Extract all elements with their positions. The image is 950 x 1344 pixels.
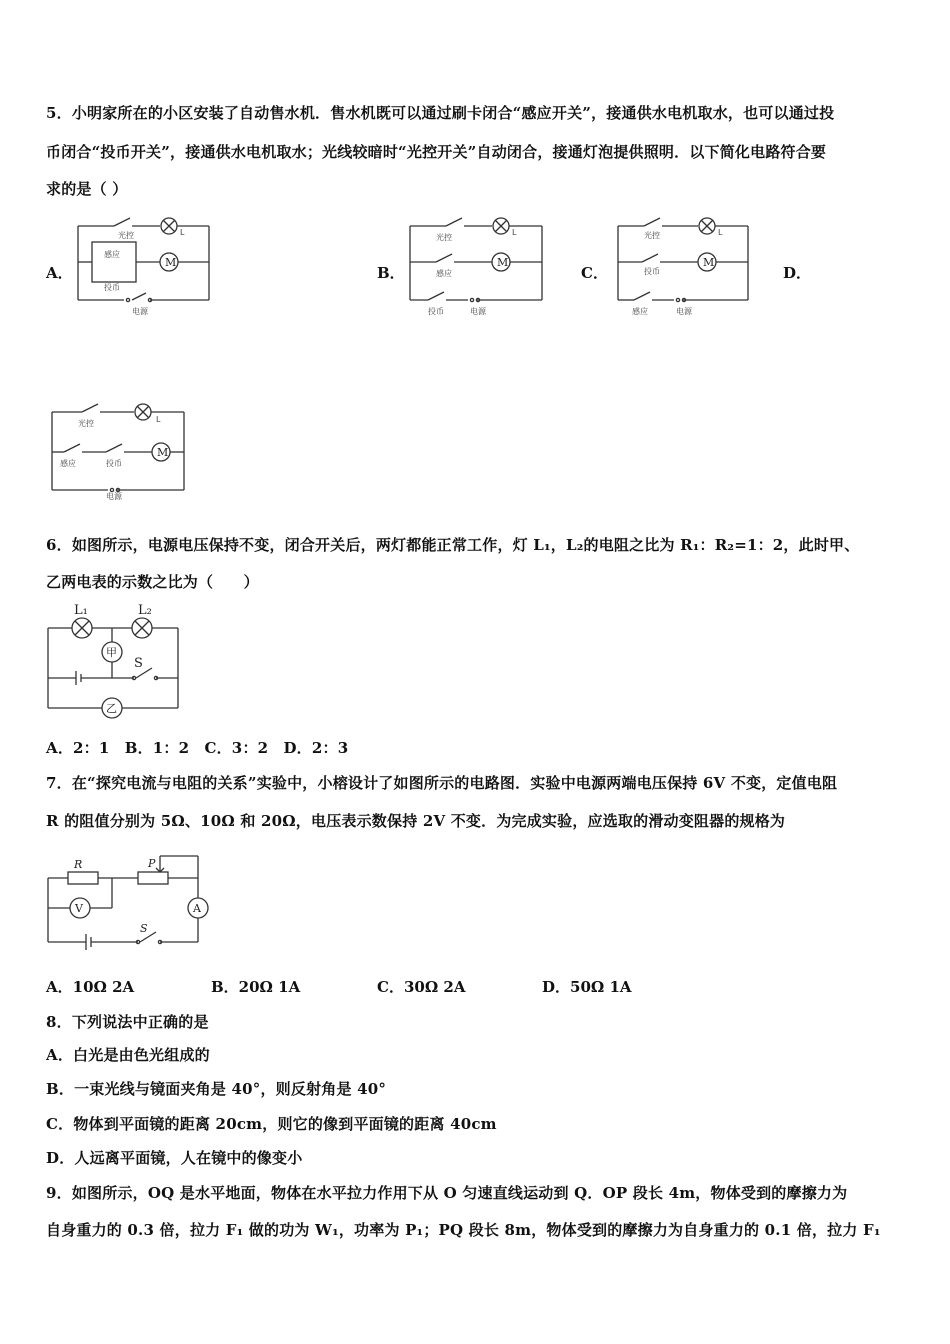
q6-label-l1: L₁: [74, 603, 88, 618]
q6-label-jia: 甲: [106, 646, 117, 659]
label-d-3: 电源: [106, 492, 122, 501]
label-d-5: M: [157, 446, 169, 459]
q5-option-b-label: B．: [377, 264, 405, 282]
label-a-4: L: [180, 228, 185, 237]
q9-text-line-1: 9．如图所示，OQ 是水平地面，物体在水平拉力作用下从 O 匀速直线运动到 Q．OP 段长 4m，物体受到的摩擦力为: [46, 1184, 848, 1202]
q5-text-line-1: 5．小明家所在的小区安装了自动售水机．售水机既可以通过刷卡闭合“感应开关”，接通供水电机取水，也可以通过投: [46, 104, 835, 122]
q7-label-s: S: [140, 922, 148, 935]
q6-text-line-2: 乙两电表的示数之比为（ ）: [46, 573, 259, 591]
q7-label-r: R: [74, 858, 83, 871]
label-c-5: M: [703, 256, 715, 269]
q5-option-c-label: C．: [581, 264, 608, 282]
q6-circuit: [44, 600, 184, 722]
label-d-1: 感应: [60, 459, 76, 468]
label-d-4: L: [156, 415, 161, 424]
label-b-3: 电源: [470, 307, 486, 316]
label-b-4: L: [512, 228, 517, 237]
q7-option-b: B．20Ω 1A: [211, 978, 301, 996]
q7-option-c: C．30Ω 2A: [377, 978, 466, 996]
label-c-0: 光控: [644, 231, 660, 240]
q6-answer-options: A．2：1 B．1：2 C．3：2 D．2：3: [46, 739, 349, 757]
q8-option-a: A．白光是由色光组成的: [46, 1046, 210, 1064]
label-d-0: 光控: [78, 419, 94, 428]
q6-label-s: S: [134, 656, 143, 671]
q7-label-a: A: [193, 902, 201, 915]
q7-label-p: P: [148, 857, 156, 870]
q8-option-b: B．一束光线与镜面夹角是 40°，则反射角是 40°: [46, 1080, 387, 1098]
label-c-1: 投币: [644, 267, 660, 276]
q5-circuit-d: [48, 400, 190, 500]
q5-option-d-label: D．: [783, 264, 812, 282]
q7-option-d: D．50Ω 1A: [542, 978, 632, 996]
label-a-1: 感应: [104, 250, 120, 259]
label-a-2: 投币: [104, 283, 120, 292]
q8-text-line-1: 8．下列说法中正确的是: [46, 1013, 209, 1031]
q5-circuit-a: [74, 210, 214, 320]
q7-text-line-2: R 的阻值分别为 5Ω、10Ω 和 20Ω，电压表示数保持 2V 不变．为完成实验，应选取的滑动变阻器的规格为: [46, 812, 786, 830]
q5-text-line-2: 币闭合“投币开关”，接通供水电机取水；光线较暗时“光控开关”自动闭合，接通灯泡提供照明．以下简化电路符合要: [46, 143, 827, 161]
label-b-1: 感应: [436, 269, 452, 278]
q6-label-l2: L₂: [138, 603, 152, 618]
q6-label-yi: 乙: [106, 702, 117, 715]
q8-option-d: D．人远离平面镜，人在镜中的像变小: [46, 1149, 303, 1167]
q8-option-c: C．物体到平面镜的距离 20cm，则它的像到平面镜的距离 40cm: [46, 1115, 497, 1133]
q5-circuit-b: [406, 210, 548, 320]
label-b-5: M: [497, 256, 509, 269]
label-a-5: M: [165, 256, 177, 269]
q7-option-a: A．10Ω 2A: [46, 978, 135, 996]
label-a-3: 电源: [132, 307, 148, 316]
q6-text-line-1: 6．如图所示，电源电压保持不变，闭合开关后，两灯都能正常工作，灯 L₁，L₂的电阻之比为 R₁：R₂=1：2，此时甲、: [46, 536, 860, 554]
label-b-2: 投币: [428, 307, 444, 316]
label-c-3: 电源: [676, 307, 692, 316]
label-c-2: 感应: [632, 307, 648, 316]
q5-circuit-c: [614, 210, 756, 320]
label-a-0: 光控: [118, 231, 134, 240]
q7-circuit: [44, 850, 216, 952]
q5-text-line-3: 求的是（ ）: [46, 180, 128, 198]
label-c-4: L: [718, 228, 723, 237]
q9-text-line-2: 自身重力的 0.3 倍，拉力 F₁ 做的功为 W₁，功率为 P₁；PQ 段长 8m，物体受到的摩擦力为自身重力的 0.1 倍，拉力 F₁: [46, 1221, 881, 1239]
q7-label-v: V: [75, 902, 83, 915]
label-b-0: 光控: [436, 233, 452, 242]
q7-text-line-1: 7．在“探究电流与电阻的关系”实验中，小榕设计了如图所示的电路图．实验中电源两端电压保持 6V 不变，定值电阻: [46, 774, 838, 792]
label-d-2: 投币: [106, 459, 122, 468]
q5-option-a-label: A．: [46, 264, 73, 282]
